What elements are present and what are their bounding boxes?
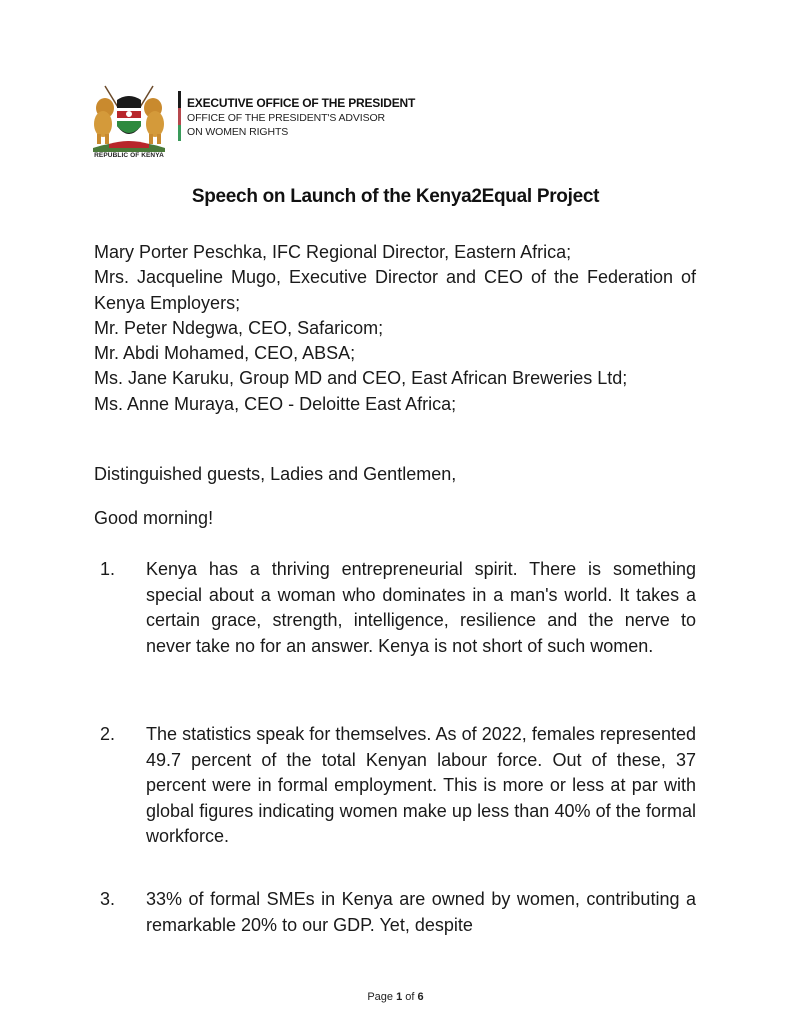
addressee: Mrs. Jacqueline Mugo, Executive Director and CEO of the Federation of Kenya Employers; [94,267,696,313]
org-line-3: ON WOMEN RIGHTS [187,126,289,138]
addressee: Ms. Jane Karuku, Group MD and CEO, East African Breweries Ltd; [94,368,628,389]
kenya-coat-of-arms-icon [83,82,175,162]
current-page: 1 [396,991,403,1003]
paragraph-text: 33% of formal SMEs in Kenya are owned by women, contributing a remarkable 20% to our GDP. Yet, despite [146,889,696,935]
paragraph-text: The statistics speak for themselves. As of 2022, females represented 49.7 percent of the total Kenyan labour force. Out of these, 37 percent were in formal employment. This is more or less at par with global figures indicating women make up less than 40% of the formal workforce. [146,724,696,847]
tricolor-divider [178,91,181,141]
paragraph-number: 1. [100,559,116,579]
org-line-1: EXECUTIVE OFFICE OF THE PRESIDENT [187,96,416,110]
salutation: Distinguished guests, Ladies and Gentlemen, [94,464,457,484]
page-label: Page [367,991,394,1003]
org-line-2: OFFICE OF THE PRESIDENT'S ADVISOR [187,112,386,124]
addressee: Mr. Abdi Mohamed, CEO, ABSA; [94,343,356,364]
page-of-label: of [405,991,415,1003]
page-footer [0,991,791,1003]
addressee: Mary Porter Peschka, IFC Regional Director, Eastern Africa; [94,242,572,262]
emblem-caption: REPUBLIC OF KENYA [94,152,164,159]
total-pages: 6 [417,991,424,1003]
greeting: Good morning! [94,508,214,528]
addressee: Ms. Anne Muraya, CEO - Deloitte East Africa; [94,393,457,414]
document-title: Speech on Launch of the Kenya2Equal Project [191,186,600,207]
paragraph-number: 3. [100,889,116,909]
divider-green [178,125,181,141]
paragraph-text: Kenya has a thriving entrepreneurial spirit. There is something special about a woman who dominates in a man's world. It takes a certain grace, strength, intelligence, resilience and the nerve to never take no for an answer. Kenya is not short of such women. [146,559,696,656]
addressee: Mr. Peter Ndegwa, CEO, Safaricom; [94,317,384,338]
divider-red [178,108,181,125]
divider-black [178,91,181,108]
organization-name [187,95,415,139]
paragraph-number: 2. [100,724,116,744]
addressee-list [94,240,696,417]
